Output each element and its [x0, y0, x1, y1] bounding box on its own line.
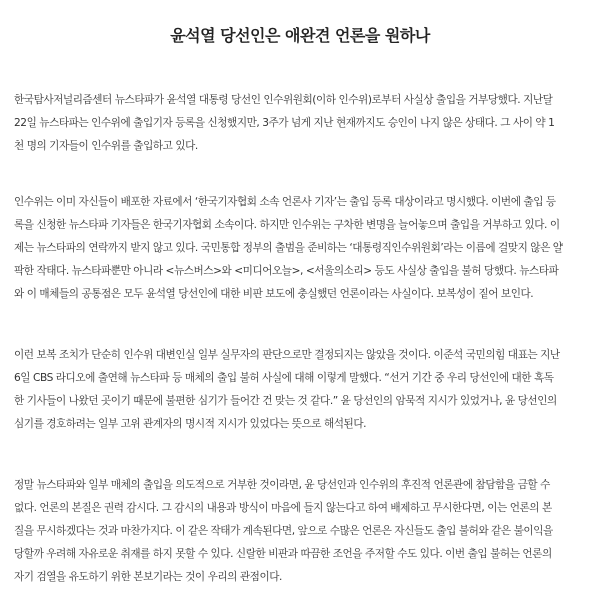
- text-line: 천 명의 기자들이 인수위를 출입하고 있다.: [14, 140, 198, 152]
- text-line: 정말 뉴스타파와 일부 매체의 출입을 의도적으로 거부한 것이라면, 윤 당선인과 인수위의 후진적 언론관에 참담함을 금할 수: [14, 479, 550, 491]
- article-title: 윤석열 당선인은 애완견 언론을 원하나: [170, 25, 430, 45]
- text-line: 한 기사들이 나왔던 곳이기 때문에 불편한 심기가 들어간 건 맞는 것 같다.” 윤 당선인의 암묵적 지시가 있었거나, 윤 당선인의: [14, 395, 557, 407]
- paragraph-1: [14, 89, 594, 158]
- text-line: 인수위는 이미 자신들이 배포한 자료에서 ‘한국기자협회 소속 언론사 기자’는 출입 등록 대상이라고 명시했다. 이번에 출입 등: [14, 196, 556, 208]
- text-line: 록을 신청한 뉴스타파 기자들은 한국기자협회 소속이다. 하지만 인수위는 구차한 변명을 늘어놓으며 출입을 거부하고 있다. 이: [14, 219, 560, 231]
- text-line: 심기를 경호하려는 일부 고위 관계자의 명시적 지시가 있었다는 뜻으로 해석된다.: [14, 418, 367, 430]
- paragraph-3: [14, 344, 594, 436]
- text-line: 당할까 우려해 자유로운 취재를 하지 못할 수 있다. 신랄한 비판과 따끔한 조언을 주저할 수도 있다. 이번 출입 불허는 언론의: [14, 548, 552, 560]
- text-line: 6일 CBS 라디오에 출연해 뉴스타파 등 매체의 출입 불허 사실에 대해 이렇게 말했다. “선거 기간 중 우리 당선인에 대한 혹독: [14, 372, 554, 384]
- text-line: 제는 뉴스타파의 연락까지 받지 않고 있다. 국민통합 정부의 출범을 준비하는 ‘대통령직인수위원회’라는 이름에 걸맞지 않은 얄: [14, 242, 563, 254]
- text-line: 와 이 매체들의 공통점은 모두 윤석열 당선인에 대한 비판 보도에 충실했던 언론이라는 사실이다. 보복성이 짙어 보인다.: [14, 288, 534, 300]
- text-line: 한국탐사저널리즘센터 뉴스타파가 윤석열 대통령 당선인 인수위원회(이하 인수위)로부터 사실상 출입을 거부당했다. 지난달: [14, 94, 553, 106]
- text-line: 없다. 언론의 본질은 권력 감시다. 그 감시의 내용과 방식이 마음에 들지 않는다고 하여 배제하고 무시한다면, 이는 언론의 본: [14, 502, 552, 514]
- text-line: 이런 보복 조치가 단순히 인수위 대변인실 일부 실무자의 판단으로만 결정되지는 않았을 것이다. 이준석 국민의힘 대표는 지난: [14, 349, 560, 361]
- text-line: 팍한 작태다. 뉴스타파뿐만 아니라 <뉴스버스>와 <미디어오늘>, <서울의소리> 등도 사실상 출입을 불허 당했다. 뉴스타파: [14, 265, 559, 277]
- paragraph-2: [14, 191, 594, 306]
- paragraph-4: [14, 474, 594, 589]
- text-line: 22일 뉴스타파는 인수위에 출입기자 등록을 신청했지만, 3주가 넘게 지난 현재까지도 승인이 나지 않은 상태다. 그 사이 약 1: [14, 117, 555, 129]
- text-line: 자기 검열을 유도하기 위한 본보기라는 것이 우리의 관점이다.: [14, 571, 282, 583]
- text-line: 질을 무시하겠다는 것과 마찬가지다. 이 같은 작태가 계속된다면, 앞으로 수많은 언론은 자신들도 출입 불허와 같은 불이익을: [14, 525, 553, 537]
